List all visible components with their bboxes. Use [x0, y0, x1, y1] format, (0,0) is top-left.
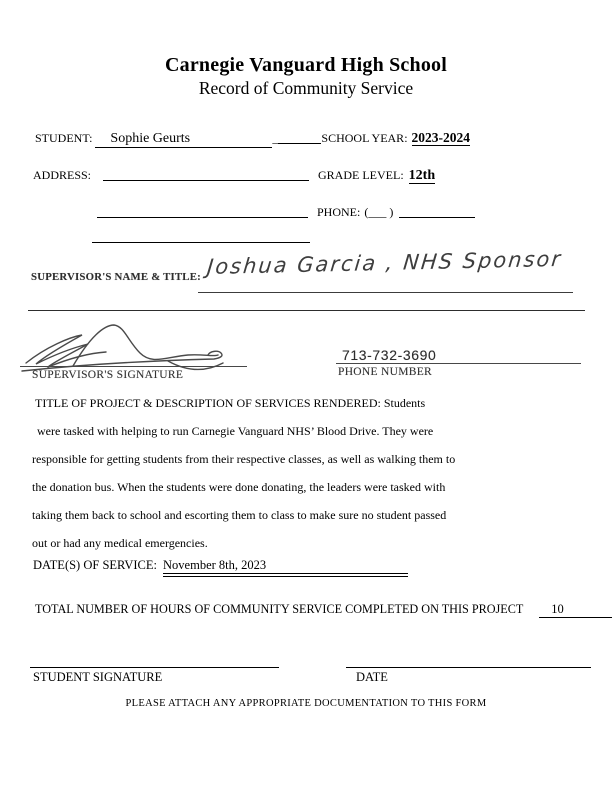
dates-of-service-label: DATE(S) OF SERVICE:: [33, 558, 158, 572]
dates-of-service-row: [33, 558, 408, 577]
supervisor-name-underline: [198, 292, 573, 293]
school-year-label: SCHOOL YEAR:: [321, 131, 408, 145]
dates-of-service-field[interactable]: [163, 558, 408, 577]
attach-documentation-note: PLEASE ATTACH ANY APPROPRIATE DOCUMENTATION TO THIS FORM: [125, 698, 487, 709]
phone-label: PHONE:: [317, 205, 361, 219]
supervisor-signature-line: [20, 366, 247, 367]
student-label: STUDENT:: [35, 131, 93, 145]
description-line: the donation bus. When the students were done donating, the leaders were tasked with: [32, 480, 446, 494]
description-line: taking them back to school and escorting them to class to make sure no student passed: [32, 508, 447, 522]
project-description: [32, 389, 580, 557]
grade-level-label: GRADE LEVEL:: [318, 168, 404, 182]
address-blank[interactable]: [103, 169, 309, 181]
section-divider-line: [28, 310, 585, 311]
supervisor-signature-label: SUPERVISOR'S SIGNATURE: [32, 369, 184, 381]
grade-level-value[interactable]: 12th: [408, 168, 436, 183]
total-hours-label: TOTAL NUMBER OF HOURS OF COMMUNITY SERVICE COMPLETED ON THIS PROJECT: [35, 602, 524, 616]
description-line: out or had any medical emergencies.: [32, 536, 208, 550]
school-name-heading: Carnegie Vanguard High School: [165, 54, 447, 76]
total-hours-field[interactable]: [539, 602, 612, 618]
supervisor-name-title-label: SUPERVISOR'S NAME & TITLE:: [31, 271, 201, 283]
address-blank-2[interactable]: [97, 206, 308, 218]
description-line: TITLE OF PROJECT & DESCRIPTION OF SERVICES RENDERED: Students: [35, 396, 426, 410]
phone-area-blank[interactable]: (___ ): [364, 205, 394, 219]
student-signature-label: STUDENT SIGNATURE: [33, 670, 163, 684]
phone-number-blank[interactable]: [399, 206, 475, 218]
description-line: responsible for getting students from their respective classes, as well as walking them to: [32, 452, 456, 466]
student-blank-segment[interactable]: [278, 132, 321, 144]
underscore-gap: _: [272, 131, 279, 145]
phone-number-line: [336, 363, 581, 364]
total-hours-value: 10: [551, 602, 564, 616]
date-line[interactable]: [346, 667, 591, 668]
supervisor-signature-scribble: [18, 321, 233, 376]
address-label: ADDRESS:: [33, 168, 92, 182]
student-name-field[interactable]: Sophie Geurts: [95, 131, 272, 148]
address-blank-3[interactable]: [92, 242, 310, 243]
student-row: [35, 130, 470, 148]
supervisor-phone-value: 713-732-3690: [342, 347, 437, 363]
school-year-value[interactable]: 2023-2024: [411, 130, 471, 145]
total-hours-row: [35, 602, 612, 618]
supervisor-name-title-handwritten: Joshua Garcia , NHS Sponsor: [206, 246, 564, 279]
phone-number-label: PHONE NUMBER: [338, 366, 433, 378]
date-label: DATE: [356, 670, 388, 684]
form-title: Record of Community Service: [198, 78, 414, 98]
description-line: were tasked with helping to run Carnegie Vanguard NHS’ Blood Drive. They were: [37, 424, 434, 438]
address-row: [33, 168, 435, 184]
phone-row: [97, 205, 475, 220]
student-signature-line[interactable]: [30, 667, 279, 668]
dates-of-service-value: November 8th, 2023: [163, 558, 408, 574]
